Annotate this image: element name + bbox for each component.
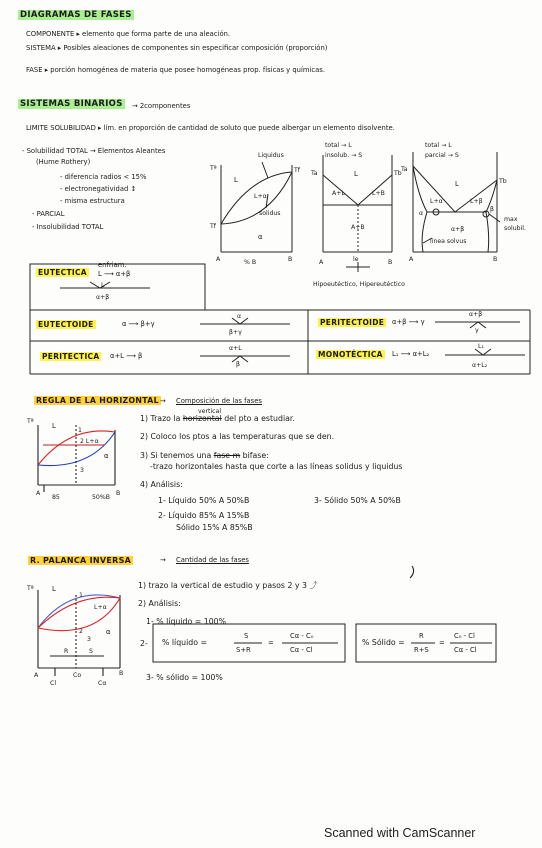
palanca-alpha: α [106,628,111,636]
d1-pctB: % B [244,259,257,266]
eutectoide-a: α [237,313,242,320]
palanca-Cl: Cl [50,680,57,687]
palanca-p2: 2 [79,628,83,635]
regla-ta: Tª [27,418,34,425]
eutectica-ab: α+β [96,294,110,301]
camscanner-watermark: Scanned with CamScanner [324,826,476,840]
palanca-S: S [89,648,93,655]
d3-max: max [504,216,518,223]
d3-total: total → L [425,142,452,149]
palanca-analysis-2: 2- [140,639,148,648]
d3-ta: Ta [401,166,408,173]
regla-subtitle: Composición de las fases [176,397,262,405]
regla-analysis-3: 3- Sólido 50% A 50%B [314,496,401,505]
monotectica-aL2: α+L₂ [472,362,488,369]
regla-p1: 1 [78,427,82,434]
reaction-eutectoide: EUTECTOIDE [38,320,94,329]
palanca-analysis-3: 3- % sólido = 100% [146,673,223,682]
reaction-eutectica: EUTECTICA [38,268,87,277]
regla-step3: 3) Si tenemos una fase m bifase: [140,451,269,460]
palanca-B: B [119,670,124,677]
reaction-peritectoide: PERITECTOIDE [320,318,385,327]
d3-alpha: α [419,210,424,217]
d2-hypo: Hipoeutéctico, Hipereutéctico [313,281,405,288]
liquid-formula-eq: = [268,639,274,647]
regla-step3-detail: -trazo horizontales hasta que corte a las líneas solidus y liquidus [150,462,403,471]
d2-insol: insolub. → S [325,152,363,159]
regla-analysis-1: 1- Líquido 50% A 50%B [158,496,250,505]
d3-L: L [455,180,459,188]
peritectica-eq: α+L ⟶ β [110,352,143,360]
eutectica-L: L [101,282,105,289]
d2-L: L [354,170,358,178]
hume-rothery: (Hume Rothery) [36,158,91,166]
palanca-arrow: → [160,556,166,564]
regla-step2: 2) Coloco los ptos a las temperaturas que se den. [140,432,335,441]
d2-B: B [388,259,393,266]
regla-step1: 1) Trazo la horizontal del pto a estudiar. [140,414,295,423]
regla-alpha: α [104,452,109,460]
regla-arrow: → [160,397,166,405]
d1-ta: Tª [210,165,217,172]
d3-A: A [409,256,414,263]
monotectica-eq: L₁ ⟶ α+L₂ [392,350,430,358]
d2-tb: Tb [394,170,402,177]
palanca-La: L+α [94,604,107,611]
regla-analysis-2: 2- Líquido 85% A 15%B [158,511,250,520]
section-title-diagramas: DIAGRAMAS DE FASES [20,10,132,20]
solid-formula-lhs: % Sólido = [362,638,405,647]
reaction-monotectica: MONOTÉCTICA [318,350,383,359]
def-sistema: SISTEMA ▸ Posibles aleaciones de componentes sin especificar composición (proporción) [26,44,328,52]
liquid-formula-lhs: % líquido = [162,638,208,647]
peritectoide-ab: α+β [469,311,483,318]
cond-estructura: - misma estructura [60,197,125,205]
palanca-A: A [34,672,39,679]
section-title-binarios: SISTEMAS BINARIOS [20,99,123,109]
solid-formula-den2: Cα - Cl [454,646,477,654]
d1-tf-top: Tf [294,167,300,174]
regla-B: B [116,490,121,497]
peritectoide-g: γ [475,327,479,334]
insolubilidad-label: - Insolubilidad TOTAL [32,223,104,231]
d3-B: B [493,256,498,263]
regla-p3: 3 [80,467,84,474]
d2-AL: A+L [332,190,345,197]
eutectoide-eq: α ⟶ β+γ [122,320,155,328]
def-componente: COMPONENTE ▸ elemento que forma parte de una aleación. [26,30,231,38]
cond-electroneg: - electronegatividad ↕ [60,185,137,193]
section-title-palanca: R. PALANCA INVERSA [30,556,132,565]
d3-parcial: parcial → S [425,152,459,159]
palanca-R: R [64,648,69,655]
cond-radios: - diferencia radios < 15% [60,173,147,181]
d2-le: le [353,256,359,263]
d3-La: L+α [430,198,443,205]
d1-A: A [216,256,221,263]
def-limite: LIMITE SOLUBILIDAD ▸ lim. en proporción de cantidad de soluto que puede albergar un elemento disolvente. [26,124,395,132]
palanca-ta: Tª [27,585,34,592]
solubilidad-total: - Solubilidad TOTAL → Elementos Aleantes [22,147,166,155]
d3-beta: β [490,206,494,213]
palanca-p1: 1 [79,592,83,599]
d1-alpha: α [258,233,263,241]
peritectica-aL: α+L [229,345,242,352]
regla-step4: 4) Análisis: [140,480,183,489]
binarios-arrow: → 2componentes [132,102,191,110]
liquid-formula-num2: Cα - C₀ [290,632,314,640]
palanca-step1: 1) trazo la vertical de estudio y pasos 2 y 3 ⤴ [138,581,318,590]
regla-step1-vertical: vertical [198,408,222,415]
regla-p2: 2 L+α [80,438,99,445]
solid-formula-den1: R+S [414,646,429,654]
eutectica-eq: L ⟶ α+β [98,270,131,278]
parcial-label: - PARCIAL [32,210,65,218]
d2-ta: Ta [311,170,318,177]
solid-formula-eq: = [439,639,445,647]
d1-solidus: solidus [259,210,281,217]
d1-La: L+α [254,193,267,200]
d3-solubil: solubil. [504,225,526,232]
regla-A: A [36,490,41,497]
reaction-peritectica: PERITECTICA [42,352,100,361]
monotectica-L1: L₁ [478,343,484,350]
d1-B: B [288,256,293,263]
regla-L: L [52,422,56,430]
d3-tb: Tb [499,178,507,185]
d2-AB: A+B [351,224,365,231]
d1-liquidus: Liquidus [258,152,284,159]
d2-total: total → L [325,142,352,149]
peritectica-b: β [236,361,240,368]
d2-A: A [319,259,324,266]
section-title-regla-horizontal: REGLA DE LA HORIZONTAL [36,396,159,405]
d1-tf-bot: Tf [210,223,216,230]
def-fase: FASE ▸ porción homogénea de materia que posee homogéneas prop. físicas y químicas. [26,66,325,74]
palanca-subtitle: Cantidad de las fases [176,556,249,564]
d2-LB: L+B [372,190,385,197]
d3-Lb: L+β [470,198,483,205]
palanca-p3: 3 [87,636,91,643]
d3-ab: α+β [451,226,465,233]
d3-solvus: línea solvus [430,238,467,245]
solid-formula-num1: R [419,632,424,640]
solid-formula-num2: C₀ - Cl [454,632,475,640]
palanca-Ca: Cα [98,680,107,687]
liquid-formula-num1: S [244,632,249,640]
regla-85: 85 [52,494,60,501]
eutectica-enfriam: enfriam. [98,261,127,269]
palanca-Co: Co [73,672,82,679]
d1-L: L [234,176,238,184]
palanca-L: L [52,585,56,593]
peritectoide-eq: α+β ⟶ γ [392,318,425,326]
regla-50: 50%B [92,494,110,501]
liquid-formula-den1: S+R [236,646,251,654]
regla-analysis-2b: Sólido 15% A 85%B [176,523,253,532]
palanca-step2: 2) Análisis: [138,599,181,608]
liquid-formula-den2: Cα - Cl [290,646,313,654]
eutectoide-bg: β+γ [229,329,242,336]
palanca-analysis-1: 1- % líquido = 100% [146,617,227,626]
